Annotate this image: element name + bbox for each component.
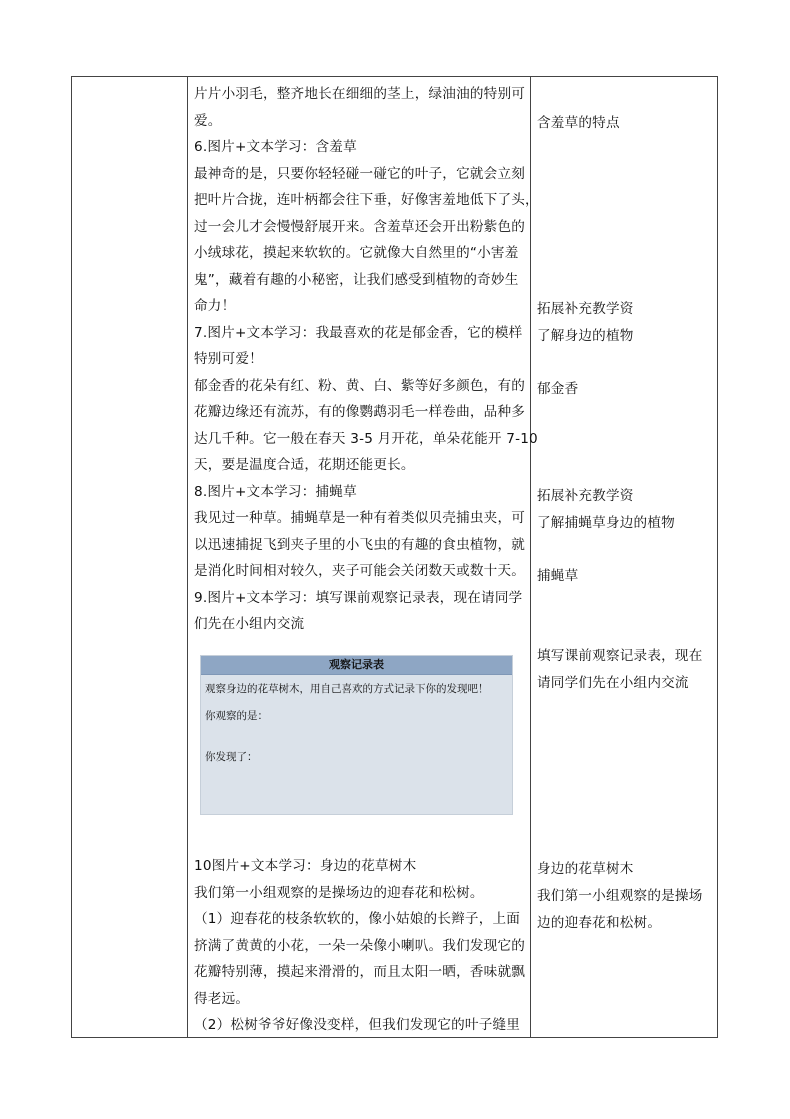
side-note: 了解捕蝇草身边的植物 bbox=[537, 515, 675, 531]
text-line: 花瓣边缘还有流苏，有的像鹦鹉羽毛一样卷曲，品种多 bbox=[194, 404, 526, 420]
side-note: 填写课前观察记录表，现在 bbox=[537, 648, 703, 664]
text-line: 是消化时间相对较久，夹子可能会关闭数天或数十天。 bbox=[194, 563, 526, 579]
side-note: 拓展补充教学资 bbox=[537, 488, 634, 504]
section-heading: 8.图片+文本学习：捕蝇草 bbox=[194, 483, 357, 500]
observation-card-observed-label: 你观察的是： bbox=[205, 710, 268, 722]
text-line: 命力！ bbox=[194, 298, 236, 314]
side-note: 身边的花草树木 bbox=[537, 861, 634, 877]
column-divider-right bbox=[530, 77, 531, 1037]
observation-record-card bbox=[200, 655, 513, 815]
text-line: 达几千种。它一般在春天 3-5 月开花，单朵花能开 7-10 bbox=[194, 430, 538, 447]
text-line: 最神奇的是，只要你轻轻碰一碰它的叶子，它就会立刻 bbox=[194, 165, 526, 182]
section-heading: 9.图片+文本学习：填写课前观察记录表，现在请同学 bbox=[194, 589, 523, 606]
text-line: 把叶片合拢，连叶柄都会往下垂，好像害羞地低下了头， bbox=[194, 192, 539, 208]
text-line: 们先在小组内交流 bbox=[194, 616, 305, 632]
observation-card-title: 观察记录表 bbox=[201, 656, 512, 675]
column-divider-left bbox=[187, 77, 188, 1037]
text-line: 小绒球花，摸起来软软的。它就像大自然里的“小害羞 bbox=[194, 245, 519, 261]
side-note: 捕蝇草 bbox=[537, 568, 579, 584]
section-heading: 7.图片+文本学习：我最喜欢的花是郁金香，它的模样 bbox=[194, 324, 523, 341]
main-text-block-a bbox=[194, 81, 539, 638]
section-heading: 6.图片+文本学习：含羞草 bbox=[194, 139, 357, 155]
side-note: 拓展补充教学资 bbox=[537, 301, 634, 317]
text-line: 我见过一种草。捕蝇草是一种有着类似贝壳捕虫夹，可 bbox=[194, 510, 526, 526]
text-line: 片片小羽毛，整齐地长在细细的茎上，绿油油的特别可 bbox=[194, 86, 526, 102]
observation-card-found-label: 你发现了： bbox=[205, 751, 258, 763]
side-note: 含羞草的特点 bbox=[537, 115, 620, 131]
side-note: 我们第一小组观察的是操场 bbox=[537, 888, 703, 904]
text-line: （2）松树爷爷好像没变样，但我们发现它的叶子缝里 bbox=[194, 1017, 521, 1033]
lesson-table bbox=[71, 76, 718, 1038]
text-line: 鬼”，藏着有趣的小秘密，让我们感受到植物的奇妙生 bbox=[194, 271, 519, 288]
side-note: 边的迎春花和松树。 bbox=[537, 915, 662, 931]
section-heading: 10图片+文本学习：身边的花草树木 bbox=[194, 858, 417, 874]
text-line: 郁金香的花朵有红、粉、黄、白、紫等好多颜色，有的 bbox=[194, 377, 526, 394]
text-line: 花瓣特别薄，摸起来滑滑的，而且太阳一晒，香味就飘 bbox=[194, 964, 526, 980]
text-line: 挤满了黄黄的小花，一朵一朵像小喇叭。我们发现它的 bbox=[194, 937, 526, 954]
side-note: 请同学们先在小组内交流 bbox=[537, 675, 689, 691]
text-line: 得老远。 bbox=[194, 990, 250, 1007]
side-note: 郁金香 bbox=[537, 381, 579, 397]
text-line: 我们第一小组观察的是操场边的迎春花和松树。 bbox=[194, 884, 484, 901]
main-text-block-b bbox=[194, 853, 525, 1039]
text-line: 爱。 bbox=[194, 112, 222, 129]
text-line: 过一会儿才会慢慢舒展开来。含羞草还会开出粉紫色的 bbox=[194, 218, 526, 235]
text-line: （1）迎春花的枝条软软的，像小姑娘的长辫子，上面 bbox=[194, 911, 521, 927]
text-line: 特别可爱！ bbox=[194, 351, 263, 367]
side-note: 了解身边的植物 bbox=[537, 328, 634, 344]
text-line: 以迅速捕捉飞到夹子里的小飞虫的有趣的食虫植物，就 bbox=[194, 536, 526, 553]
observation-card-instruction: 观察身边的花草树木，用自己喜欢的方式记录下你的发现吧！ bbox=[205, 683, 489, 695]
text-line: 天，要是温度合适，花期还能更长。 bbox=[194, 457, 415, 473]
